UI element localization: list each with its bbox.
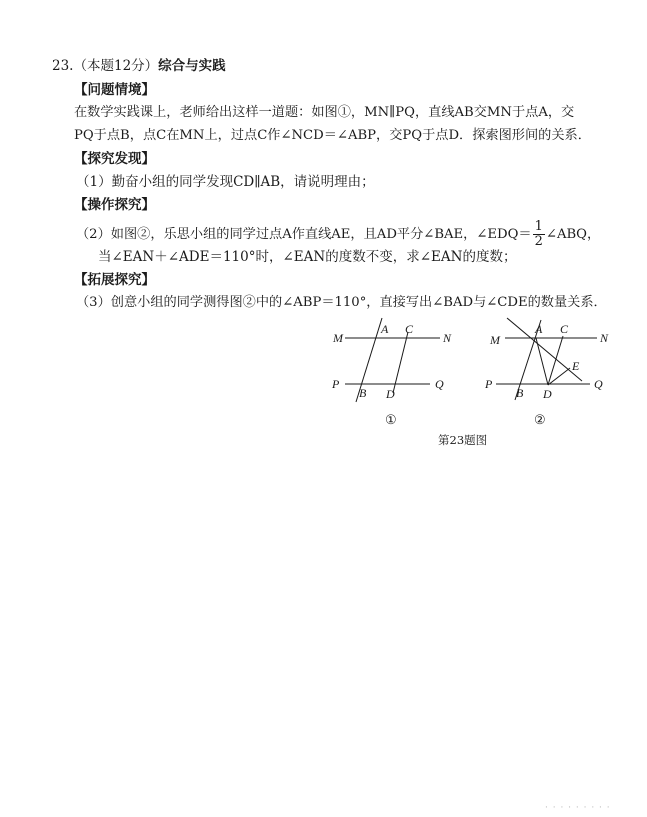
fig2-label-q: Q: [594, 377, 603, 391]
heading-situation: 【问题情境】: [74, 82, 155, 98]
fig2-caption: ②: [534, 412, 546, 427]
fraction-denominator: 2: [534, 234, 543, 249]
fig1-label-c: C: [405, 322, 414, 336]
fig1-label-q: Q: [435, 377, 444, 391]
fig1-label-n: N: [443, 331, 452, 345]
fig1-label-d: D: [386, 387, 395, 401]
situation-line-1: 在数学实践课上，老师给出这样一道题：如图①，MN∥PQ，直线AB交MN于点A，交: [74, 105, 575, 120]
figure-title: 第23题图: [438, 433, 488, 447]
fig1-label-a: A: [381, 322, 389, 336]
question-1: （1）勤奋小组的同学发现CD∥AB，请说明理由；: [76, 174, 375, 190]
fig2-label-b: B: [516, 386, 524, 400]
heading-extension: 【拓展探究】: [74, 272, 155, 288]
question-3: （3）创意小组的同学测得图②中的∠ABP＝110°，直接写出∠BAD与∠CDE的数量关系．: [76, 295, 607, 310]
question-2-text-pre: （2）如图②，乐思小组的同学过点A作直线AE，且AD平分∠BAE，∠EDQ＝: [76, 227, 532, 242]
fig2-segment-ad: [536, 338, 548, 385]
fig2-label-a: A: [535, 322, 543, 336]
question-2-line-2: 当∠EAN＋∠ADE＝110°时，∠EAN的度数不变，求∠EAN的度数；: [98, 249, 517, 265]
question-2-text-post: ∠ABQ，: [545, 227, 601, 242]
situation-line-2: PQ于点B，点C在MN上，过点C作∠NCD＝∠ABP，交PQ于点D．探索图形间的关系．: [74, 128, 591, 143]
fig2-label-n: N: [600, 331, 609, 345]
fig2-line-cd: [548, 336, 563, 385]
fig1-caption: ①: [385, 412, 397, 427]
heading-operation: 【操作探究】: [74, 197, 155, 213]
fig2-label-m: M: [490, 333, 500, 347]
fraction-numerator: 1: [534, 219, 543, 234]
fig2-label-c: C: [560, 322, 569, 336]
fig2-label-p: P: [485, 377, 493, 391]
fig2-label-e: E: [572, 359, 580, 373]
heading-discovery: 【探究发现】: [74, 151, 155, 167]
fig1-label-b: B: [359, 386, 367, 400]
fig1-label-m: M: [333, 331, 343, 345]
problem-points: （本题12分）: [73, 58, 159, 74]
problem-number: 23.: [52, 58, 74, 74]
page-footer-mark: · · · · · · · · ·: [545, 803, 611, 813]
problem-title: 综合与实践: [158, 58, 226, 74]
fig2-label-d: D: [543, 387, 552, 401]
fig2-segment-de: [548, 368, 570, 385]
fig1-label-p: P: [332, 377, 340, 391]
